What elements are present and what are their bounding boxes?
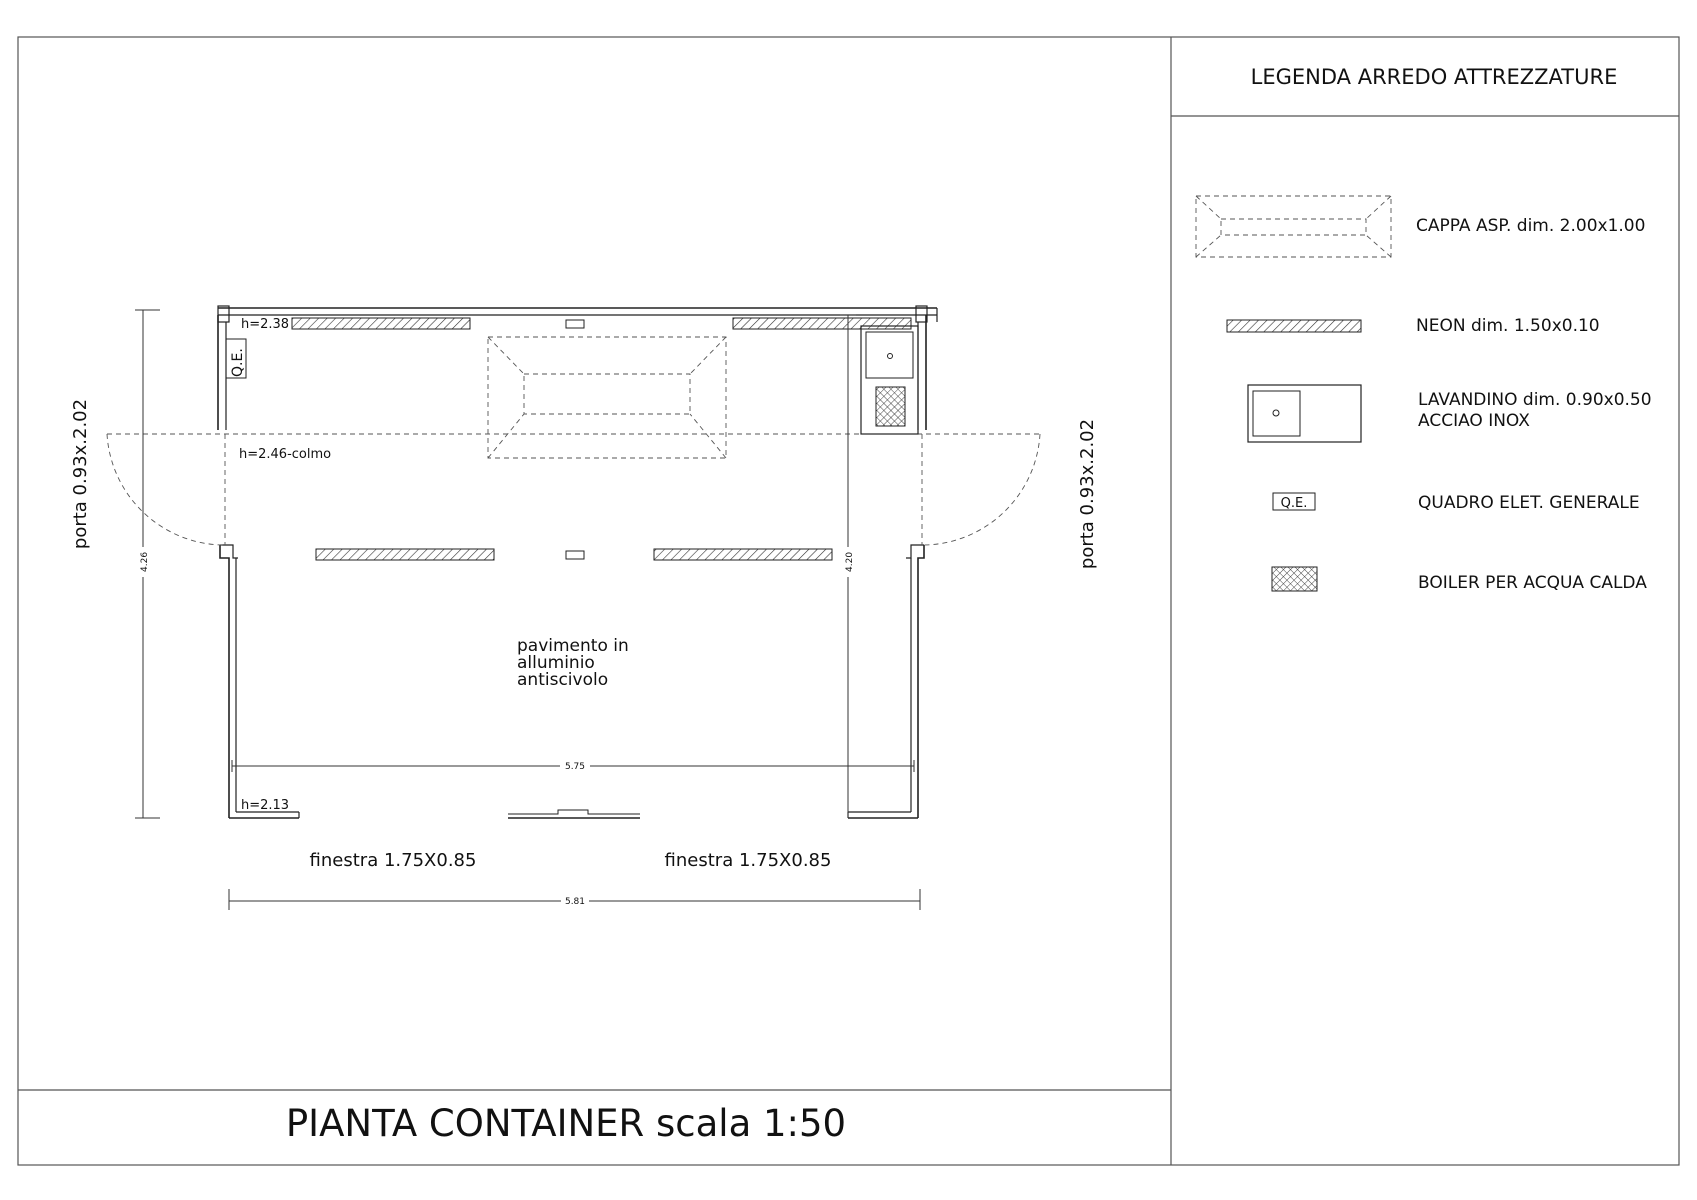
hood-icon xyxy=(1196,196,1391,257)
svg-text:Q.E.: Q.E. xyxy=(1280,496,1308,511)
plan-qe-label: Q.E. xyxy=(230,348,246,377)
legend-qe-label: QUADRO ELET. GENERALE xyxy=(1418,493,1640,513)
window-left-label: finestra 1.75X0.85 xyxy=(309,850,477,871)
legend-boiler-label: BOILER PER ACQUA CALDA xyxy=(1418,573,1647,593)
height-ridge-label: h=2.46-colmo xyxy=(239,447,332,462)
legend-hood-label: CAPPA ASP. dim. 2.00x1.00 xyxy=(1416,216,1646,236)
floor-note-line1: pavimento in xyxy=(517,636,629,656)
legend-sink-label-2: ACCIAO INOX xyxy=(1418,411,1530,431)
electric-panel-icon xyxy=(1273,493,1315,511)
sink-icon xyxy=(1248,385,1361,442)
boiler-icon xyxy=(1272,567,1317,591)
door-right-label: porta 0.93x.2.02 xyxy=(1077,418,1098,570)
floor-note-line3: antiscivolo xyxy=(517,670,609,690)
legend-neon-label: NEON dim. 1.50x0.10 xyxy=(1416,316,1600,336)
container-plan xyxy=(107,306,1040,910)
floor-note-line2: alluminio xyxy=(517,653,595,673)
neon-icon xyxy=(1227,320,1361,332)
legend-title: LEGENDA ARREDO ATTREZZATURE xyxy=(1250,65,1618,89)
dim-left-height: 4.26 xyxy=(140,551,150,572)
legend-sink-label: LAVANDINO dim. 0.90x0.50 xyxy=(1418,390,1652,410)
dim-outer-width: 5.81 xyxy=(564,897,586,907)
dim-right-height: 4.20 xyxy=(845,551,855,572)
drawing-title: PIANTA CONTAINER scala 1:50 xyxy=(285,1102,847,1145)
height-top-label: h=2.38 xyxy=(241,317,290,332)
window-right-label: finestra 1.75X0.85 xyxy=(664,850,832,871)
dim-inner-width: 5.75 xyxy=(564,762,586,772)
height-bottom-label: h=2.13 xyxy=(241,798,290,813)
door-left-label: porta 0.93x.2.02 xyxy=(70,398,91,550)
